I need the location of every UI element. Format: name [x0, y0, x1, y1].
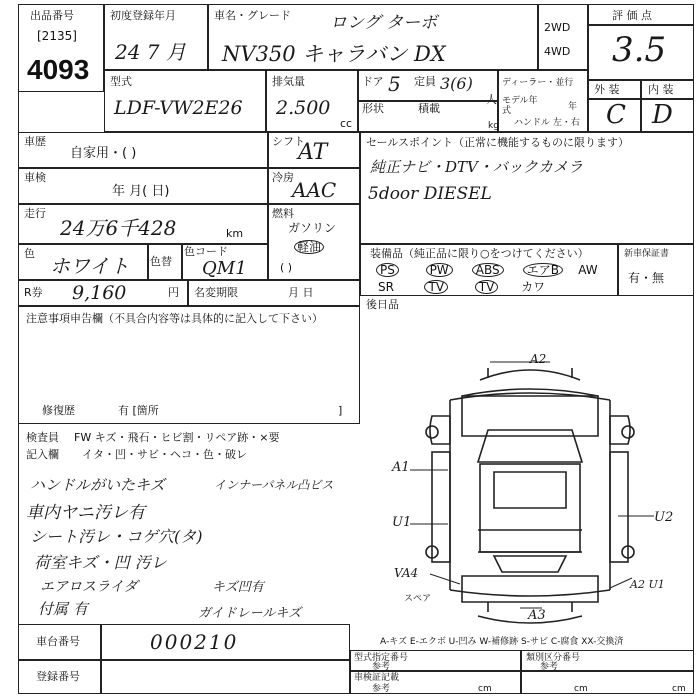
diagram-caption: スペア: [404, 594, 432, 604]
cm-2: cm: [574, 684, 588, 694]
auction-sheet: 出品番号 [2135] 4093 初度登録年月 24 7 月 車名・グレード ロング ターボ NV350 キャラバン DX 2WD 4WD 評 価 点 3.5 型式 LDF-VW2E26 排気量 2.500 cc ドア 5 定員 3(6) 形状 積載 kg ディーラー・並行 モデル年式 年 ハンドル 左・右 外 装 内 装 C D 車歴 自家用・( ) シフト AT 車検 年 月( 日) 冷房 AAC 走行 24万6千428 km 燃料 ガソリン 軽油 ( ) 色 ホワイト 色替 色コード QM1 R券 9,160 円 名変期限 月 日 セールスポイント（正常に機能するものに限ります） 純正ナビ・DTV・バックカメラ 5door DIESEL 装備品（純正品に限り○をつけてください） PS PW ABS エアB AW SR TV TV カワ 新車保証書 有・無 後日品 注意事項申告欄（不具合内容等は具体的に記入して下さい） 修復歴 有 [箇所 ] 検査員 FW キズ・飛石・ヒビ割・リペア跡・×要 記入欄 イタ・凹・サビ・ヘコ・色・破レ ハンドルがいたキズ 車内ヤニ汚レ有 シート汚レ・コゲ穴(タ) 荷室キズ・凹 汚レ エアロスライダ 付属 有 インナーパネル凸ビス キズ凹有 ガイドレールキズ 車台番号 000210 登録番号 A-キズ E-エクボ U-凹み W-補修跡 S-サビ C-腐食 XX-交換済 型式指定番号 参考 類別区分番号 参考 車検証記載 参考 cm cm cm A2 A1 U1 U2 VA4 A2 U1 A3 スペア: [0, 0, 700, 700]
inspection-value: 年 月( 日): [112, 184, 170, 199]
reg-label: 登録番号: [36, 670, 80, 683]
diagram-legend: A-キズ E-エクボ U-凹み W-補修跡 S-サビ C-腐食 XX-交換済: [380, 637, 624, 647]
auction-code: [2135]: [37, 29, 77, 43]
load-label: 積載: [418, 102, 440, 115]
displacement-unit: cc: [340, 117, 353, 130]
type-value: LDF-VW2E26: [114, 97, 243, 119]
note-line-6: 付属 有: [38, 600, 88, 618]
model-year-label: モデル年式: [502, 96, 538, 116]
lot-number: 4093: [27, 54, 90, 85]
note-right-1: インナーパネル凸ビス: [214, 478, 334, 492]
inspector-label: 検査員: [26, 431, 59, 444]
note-line-2: 車内ヤニ汚レ有: [26, 503, 145, 523]
note-right-2: キズ凹有: [212, 580, 264, 595]
mileage-unit: km: [226, 227, 244, 240]
fuel-selected: 軽油: [294, 240, 324, 254]
color-label: 色: [24, 247, 35, 260]
first-reg-value: 24 7 月: [115, 40, 186, 64]
chassis-value: 000210: [150, 630, 239, 654]
handle-label: ハンドル 左・右: [514, 118, 580, 128]
recycle-label: R券: [24, 286, 43, 299]
displacement-value: 2.500: [276, 97, 331, 119]
sales-point-line2: 5door DIESEL: [368, 184, 492, 204]
ref-label-1: 参考: [372, 662, 391, 672]
mark-a2-u1: A2 U1: [630, 578, 665, 591]
score-value: 3.5: [612, 30, 667, 70]
shift-value: AT: [298, 140, 328, 165]
exterior-label: 外 装: [594, 83, 620, 96]
history-value: 自家用・( ): [70, 146, 137, 161]
note-right-3: ガイドレールキズ: [198, 606, 302, 621]
inspector-items: FW キズ・飛石・ヒビ割・リペア跡・×要: [74, 431, 280, 444]
fuel-value: ガソリン: [288, 221, 337, 235]
type-label: 型式: [110, 75, 132, 88]
ac-label: 冷房: [272, 171, 294, 184]
exterior-grade: C: [606, 100, 626, 130]
ref-label-3: 参考: [372, 684, 391, 694]
mark-a1: A1: [392, 460, 410, 475]
load-unit: kg: [488, 121, 499, 131]
ac-value: AAC: [292, 178, 337, 202]
repair-label: 修復歴: [42, 404, 75, 417]
mileage-label: 走行: [24, 207, 46, 220]
color-change-label: 色替: [150, 255, 172, 268]
dealer-label: ディーラー・並行: [502, 78, 574, 88]
length-label: 車検証記載: [354, 673, 400, 683]
mark-va4: VA4: [394, 566, 419, 580]
score-label: 評 価 点: [612, 9, 652, 22]
equipment-row2: SR TV TV カワ: [378, 280, 546, 294]
equipment-label: 装備品（純正品に限り○をつけてください）: [370, 247, 589, 260]
notation-label: 記入欄: [26, 448, 59, 461]
displacement-label: 排気量: [272, 75, 305, 88]
drive-box: [538, 4, 588, 70]
equipment-row1: PS PW ABS エアB AW: [376, 263, 598, 277]
year-suffix: 年: [568, 102, 578, 112]
shape-label: 形状: [362, 102, 384, 115]
owner-label: 後日品: [366, 298, 399, 311]
fuel-label: 燃料: [272, 207, 294, 220]
note-line-5: エアロスライダ: [40, 579, 138, 595]
cm-1: cm: [478, 684, 492, 694]
drive-2wd: 2WD: [544, 21, 571, 34]
mark-a2-top: A2: [530, 352, 547, 366]
color-code-label: 色コード: [184, 245, 228, 258]
sales-point-line1: 純正ナビ・DTV・バックカメラ: [370, 158, 583, 176]
first-reg-label: 初度登録年月: [110, 9, 176, 22]
doors-value: 5: [388, 72, 401, 96]
mark-a3: A3: [528, 608, 546, 623]
note-line-3: シート汚レ・コゲ穴(タ): [30, 527, 203, 546]
chassis-label: 車台番号: [36, 635, 80, 648]
warranty-label: 新車保証書: [624, 249, 670, 259]
mark-u1: U1: [392, 515, 412, 530]
form-label: 型式指定番号: [354, 653, 409, 663]
interior-label: 内 装: [648, 83, 674, 96]
mark-u2: U2: [654, 510, 674, 525]
interior-grade: D: [652, 100, 673, 130]
note-line-4: 荷室キズ・凹 汚レ: [34, 553, 167, 572]
inspection-label: 車検: [24, 171, 46, 184]
color-code-value: QM1: [202, 258, 247, 279]
category-label: 類別区分番号: [526, 653, 581, 663]
name-change-label: 名変期限: [194, 286, 238, 299]
warranty-value: 有・無: [628, 271, 665, 285]
model-label: 車名・グレード: [214, 9, 291, 22]
shift-label: シフト: [272, 135, 305, 148]
caution-label: 注意事項申告欄（不具合内容等は具体的に記入して下さい）: [26, 312, 323, 325]
drive-4wd: 4WD: [544, 45, 571, 58]
grade-extra: ロング ターボ: [330, 13, 438, 33]
history-box: [18, 132, 268, 168]
recycle-unit: 円: [168, 286, 179, 299]
capacity-value: 3(6): [440, 74, 473, 93]
history-label: 車歴: [24, 135, 46, 148]
color-code-paren: ( ): [280, 261, 293, 274]
repair-value: 有 [箇所: [118, 404, 159, 417]
capacity-label: 定員: [414, 75, 436, 88]
lot-label: 出品番号: [30, 9, 74, 22]
model-value: NV350 キャラバン DX: [222, 42, 446, 66]
sales-point-label: セールスポイント（正常に機能するものに限ります）: [366, 136, 630, 149]
ref-label-2: 参考: [540, 662, 559, 672]
name-change-value: 月 日: [288, 286, 314, 299]
note-line-1: ハンドルがいたキズ: [30, 476, 165, 494]
mileage-value: 24万6千428: [60, 216, 177, 240]
notation-items: イタ・凹・サビ・ヘコ・色・破レ: [82, 448, 247, 461]
cm-3: cm: [672, 684, 686, 694]
doors-label: ドア: [362, 75, 384, 88]
recycle-value: 9,160: [72, 282, 127, 304]
color-value: ホワイト: [50, 254, 130, 278]
